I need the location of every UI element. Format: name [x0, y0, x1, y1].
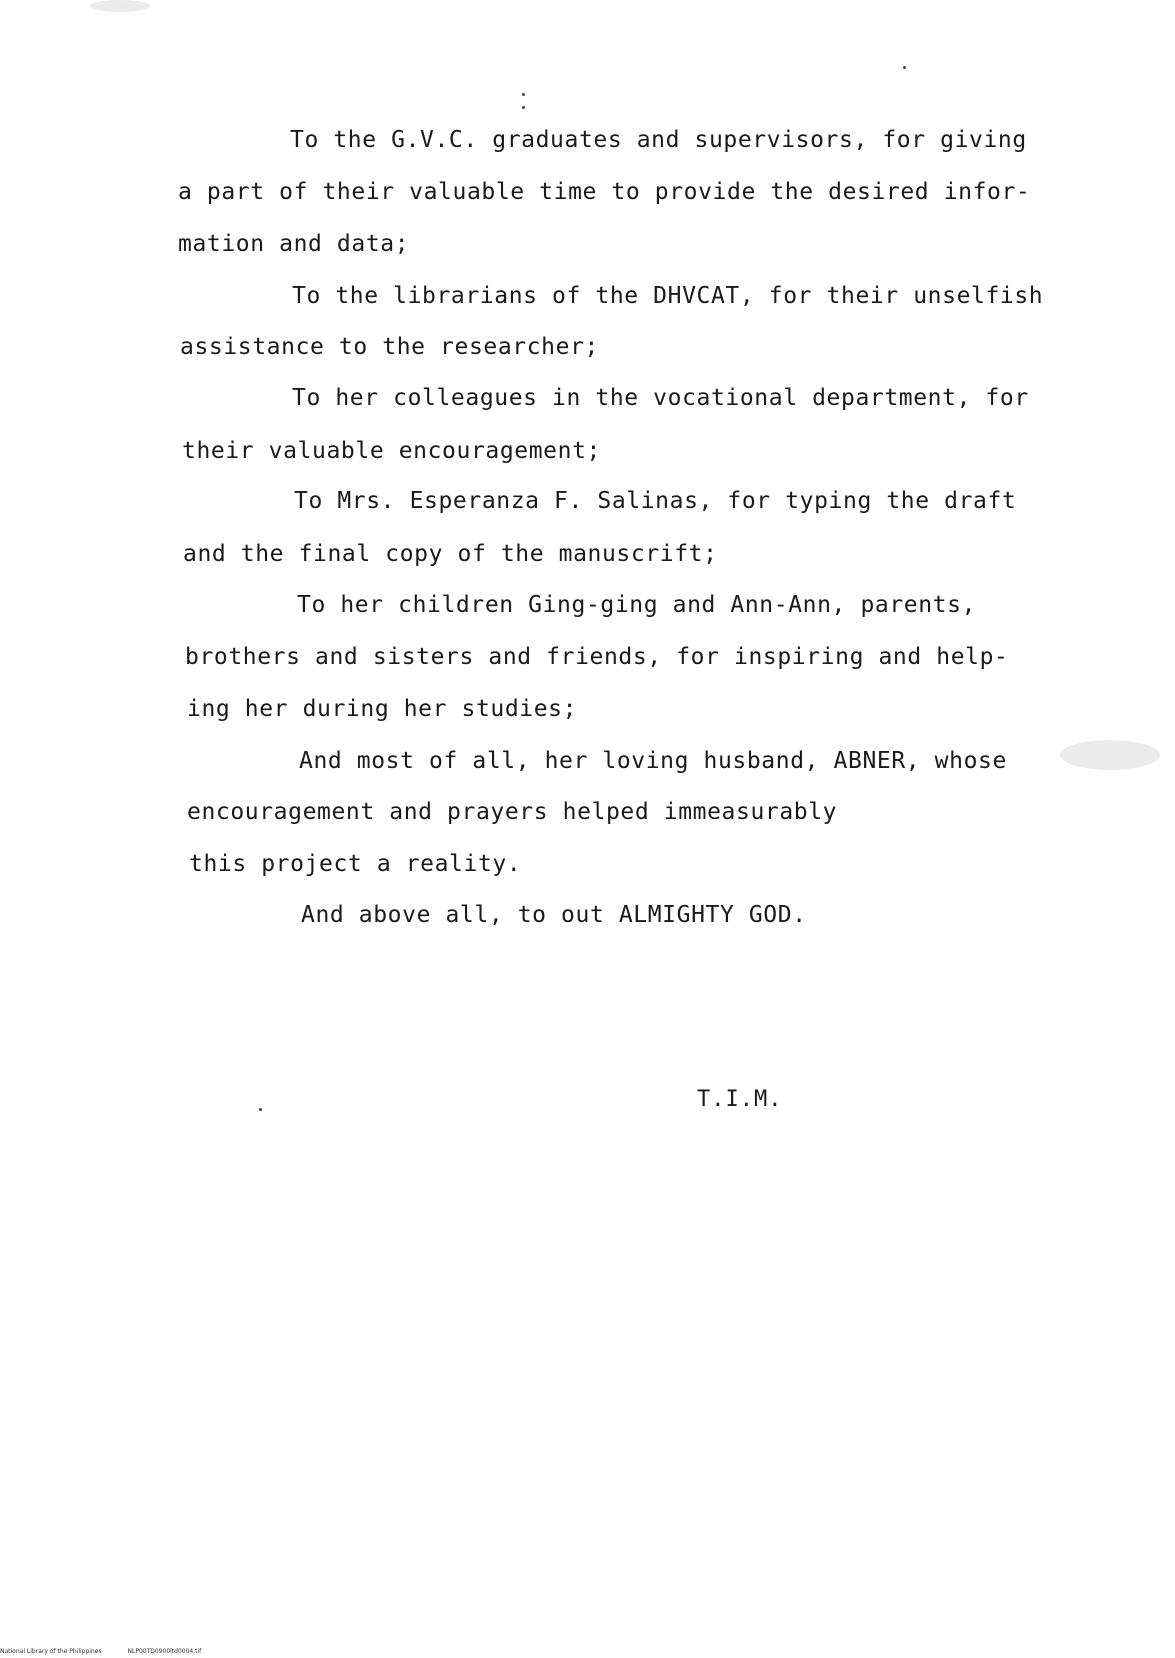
scan-speck: [259, 1108, 262, 1111]
body-line-14: encouragement and prayers helped immeasurably: [187, 799, 838, 825]
scan-speck: [522, 93, 525, 96]
signature-initials: T.I.M.: [697, 1087, 783, 1112]
scan-smudge: [90, 0, 150, 12]
body-line-7: their valuable encouragement;: [182, 438, 601, 464]
body-line-9: and the final copy of the manuscrift;: [183, 541, 718, 567]
body-line-1: To the G.V.C. graduates and supervisors, for giving: [290, 127, 1027, 153]
scan-speck: [903, 66, 906, 69]
body-line-16: And above all, to out ALMIGHTY GOD.: [301, 902, 807, 928]
body-line-15: this project a reality.: [189, 851, 522, 877]
body-line-4: To the librarians of the DHVCAT, for their unselfish: [292, 283, 1044, 309]
scan-smudge: [1060, 740, 1160, 770]
footer-file-id: NLP00TD0900ltd0004.tif: [127, 1648, 202, 1655]
body-line-11: brothers and sisters and friends, for inspiring and help-: [185, 644, 1009, 670]
body-line-8: To Mrs. Esperanza F. Salinas, for typing the draft: [294, 488, 1017, 514]
body-line-10: To her children Ging-ging and Ann-Ann, parents,: [297, 592, 977, 618]
scan-footer: [0, 1648, 225, 1655]
body-line-5: assistance to the researcher;: [180, 334, 599, 360]
footer-library: National Library of the Philippines: [0, 1648, 102, 1655]
body-line-12: ing her during her studies;: [187, 696, 578, 722]
scan-speck: [522, 106, 525, 109]
body-line-13: And most of all, her loving husband, ABNER, whose: [299, 748, 1007, 774]
body-line-6: To her colleagues in the vocational department, for: [292, 385, 1029, 411]
body-line-3: mation and data;: [178, 231, 410, 257]
body-line-2: a part of their valuable time to provide the desired infor-: [178, 179, 1031, 205]
